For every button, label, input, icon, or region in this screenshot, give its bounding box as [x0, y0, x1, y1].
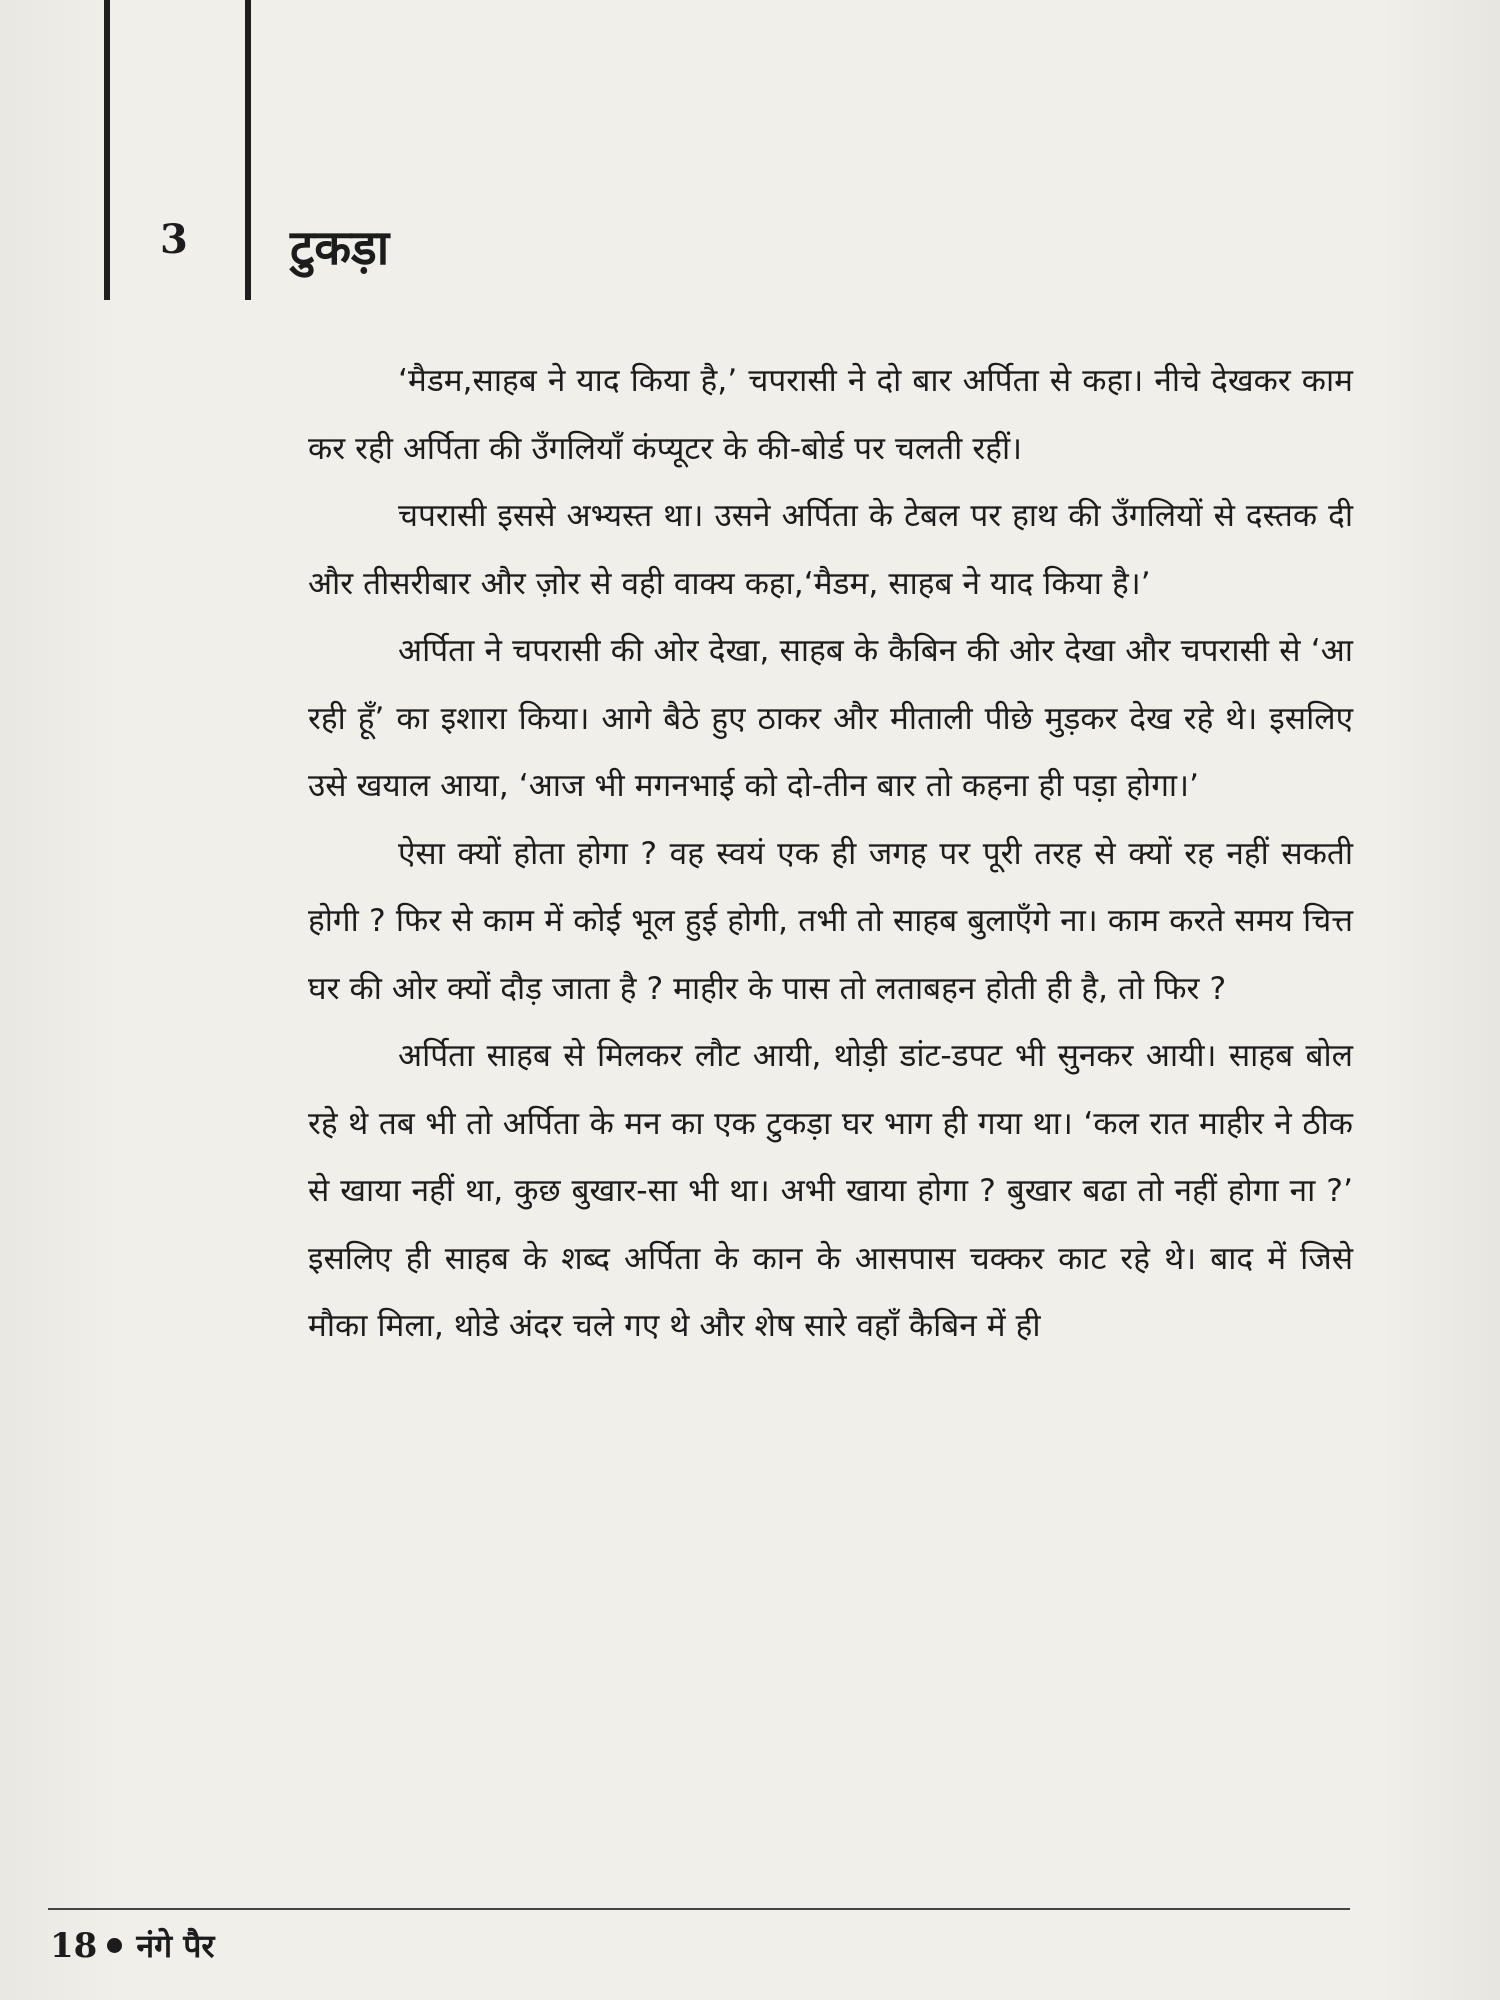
chapter-marker-bar-left [104, 0, 110, 300]
chapter-body [308, 348, 1353, 1361]
page-footer [50, 1924, 215, 1967]
bullet-icon [107, 1938, 122, 1953]
paragraph: अर्पिता साहब से मिलकर लौट आयी, थोड़ी डांट-डपट भी सुनकर आयी। साहब बोल रहे थे तब भी तो अर्पिता के मन का एक टुकड़ा घर भाग ही गया था। ‘कल रात माहीर ने ठीक से खाया नहीं था, कुछ बुखार-सा भी था। अभी खाया होगा ? बुखार बढा तो नहीं होगा ना ?’ इसलिए ही साहब के शब्द अर्पिता के कान के आसपास चक्कर काट रहे थे। बाद में जिसे मौका मिला, थोडे अंदर चले गए थे और शेष सारे वहाँ कैबिन में ही [308, 1038, 1353, 1344]
chapter-marker-bar-right [245, 0, 251, 300]
paragraph: अर्पिता ने चपरासी की ओर देखा, साहब के कैबिन की ओर देखा और चपरासी से ‘आ रही हूँ’ का इशारा किया। आगे बैठे हुए ठाकर और मीताली पीछे मुड़कर देख रहे थे। इसलिए उसे खयाल आया, ‘आज भी मगनभाई को दो-तीन बार तो कहना ही पड़ा होगा।’ [308, 633, 1353, 804]
paragraph: ऐसा क्यों होता होगा ? वह स्वयं एक ही जगह पर पूरी तरह से क्यों रह नहीं सकती होगी ? फिर से काम में कोई भूल हुई होगी, तभी तो साहब बुलाएँगे ना। काम करते समय चित्त घर की ओर क्यों दौड़ जाता है ? माहीर के पास तो लताबहन होती ही है, तो फिर ? [308, 835, 1353, 1007]
footer-rule [48, 1908, 1350, 1910]
chapter-number: 3 [160, 216, 188, 263]
book-title: नंगे पैर [136, 1927, 215, 1965]
page-number: 18 [50, 1925, 98, 1966]
paragraph: चपरासी इससे अभ्यस्त था। उसने अर्पिता के टेबल पर हाथ की उँगलियों से दस्तक दी और तीसरीबार और ज़ोर से वही वाक्य कहा,‘मैडम, साहब ने याद किया है।’ [308, 498, 1353, 602]
paragraph: ‘मैडम,साहब ने याद किया है,’ चपरासी ने दो बार अर्पिता से कहा। नीचे देखकर काम कर रही अर्पिता की उँगलियाँ कंप्यूटर के की-बोर्ड पर चलती रहीं। [308, 363, 1353, 467]
chapter-title: टुकड़ा [290, 220, 390, 276]
